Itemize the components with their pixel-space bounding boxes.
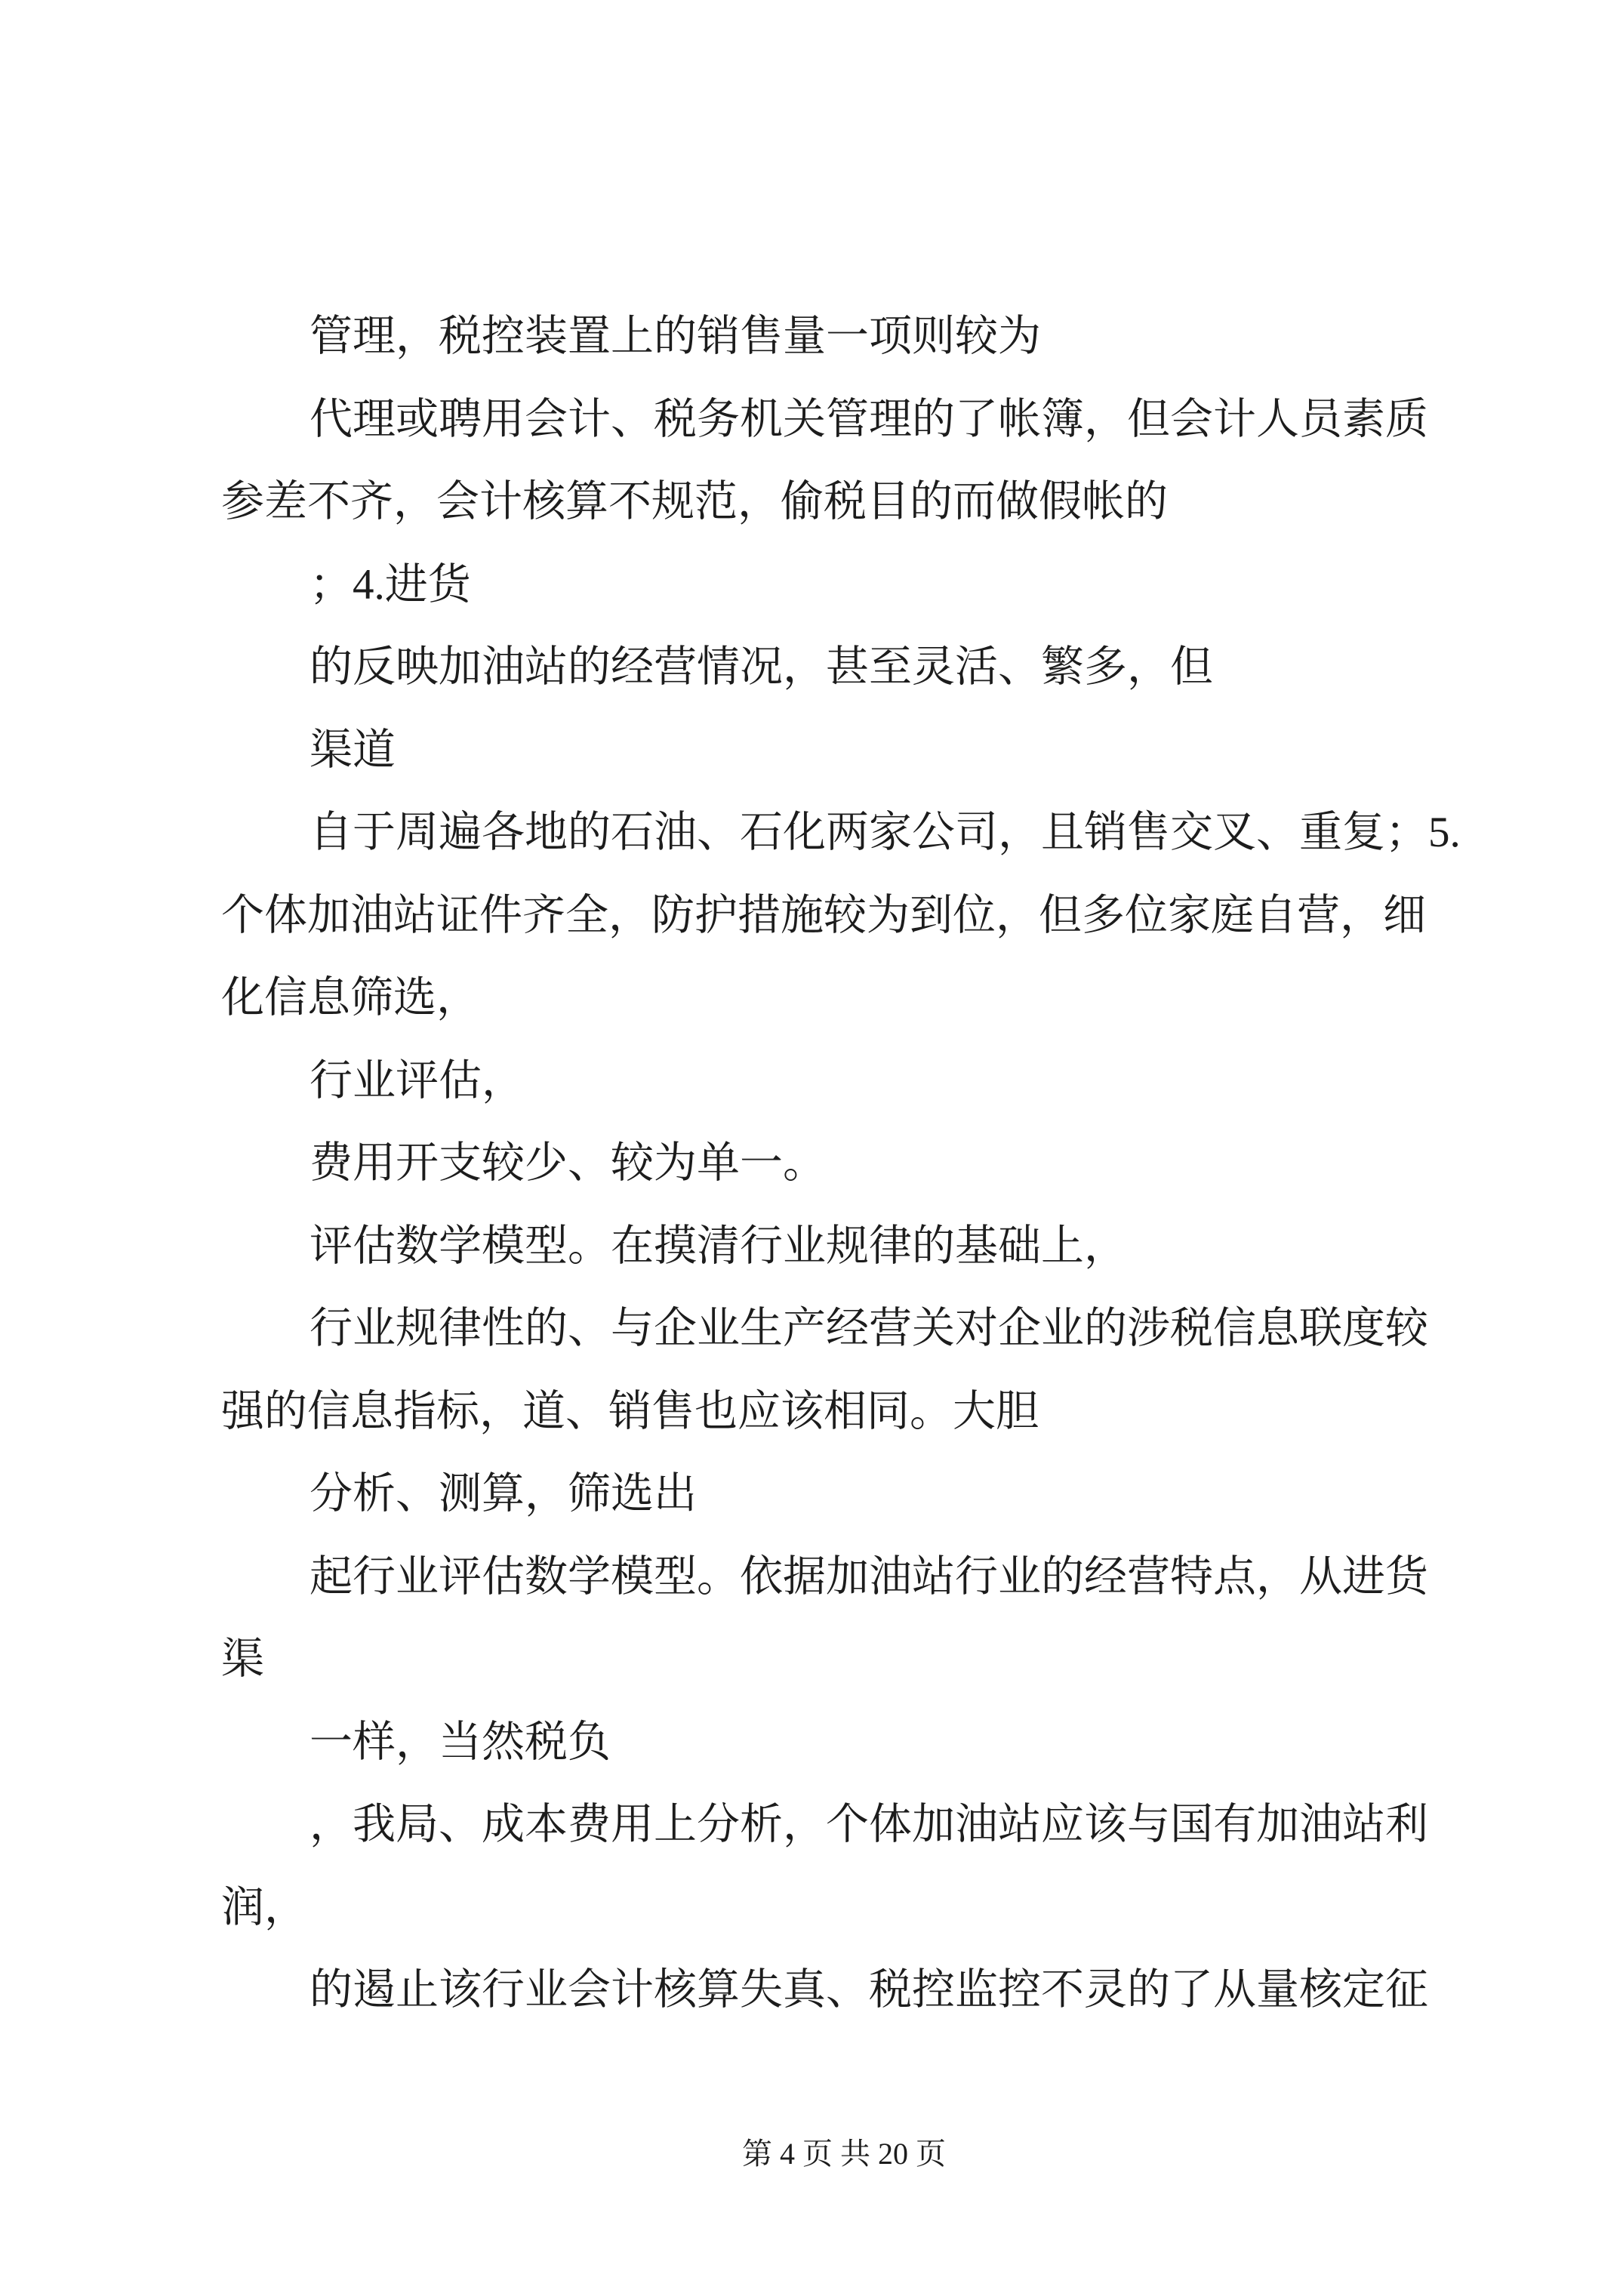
text-line: ；4.进货 [310,560,471,609]
text-line: 一样，当然税负 [310,1718,611,1766]
text-line: 代理或聘用会计、税务机关管理的了帐簿，但会计人员素质 [310,395,1428,443]
text-line: 参差不齐，会计核算不规范，偷税目的而做假帐的 [221,478,1168,525]
text-line: 起行业评估数学模型。依据加油站行业的经营特点，从进货 [310,1552,1428,1601]
text-line: 行业规律性的、与企业生产经营关对企业的涉税信息联度较 [310,1305,1428,1352]
text-line: 费用开支较少、较为单一。 [310,1139,826,1187]
text-line: 润， [221,1883,307,1931]
text-line: 分析、测算，筛选出 [310,1470,697,1518]
text-line: 渠道 [310,726,396,774]
text-line: 的反映加油站的经营情况，甚至灵活、繁多，但 [310,643,1213,691]
text-line: 行业评估， [310,1056,525,1105]
text-line: ，我局、成本费用上分析，个体加油站应该与国有加油站利 [310,1801,1428,1848]
text-line: 化信息筛选， [221,974,479,1022]
text-line: 管理，税控装置上的销售量一项则较为 [310,313,1041,360]
text-line: 个体加油站证件齐全，防护措施较为到位，但多位家庭自营，细 [221,891,1426,939]
document-body [221,295,1474,2032]
text-line: 渠 [221,1635,264,1683]
page-number: 第 4 页 共 20 页 [742,2137,946,2171]
text-line: 自于周遍各地的石油、石化两家公司，且销售交叉、重复；5. [310,809,1461,856]
text-line: 评估数学模型。在摸清行业规律的基础上， [310,1222,1127,1270]
text-line: 的遏止该行业会计核算失真、税控监控不灵的了从量核定征 [310,1966,1428,2014]
text-line: 强的信息指标，道、销售也应该相同。大胆 [221,1387,1039,1435]
